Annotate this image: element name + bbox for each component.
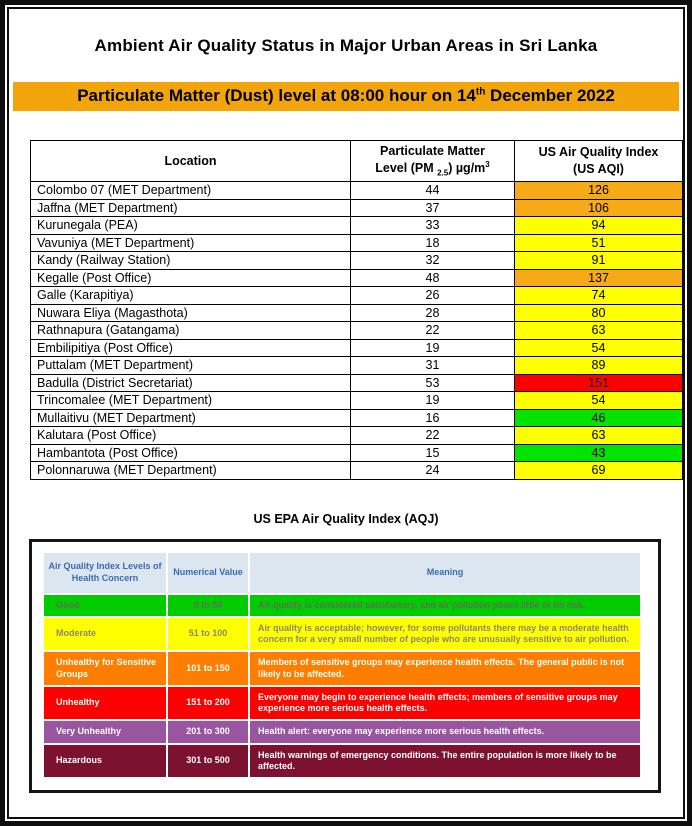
range-cell: 201 to 300 [167,720,249,743]
range-cell: 101 to 150 [167,651,249,686]
aqi-value-cell: 126 [515,182,683,200]
subtitle-banner [13,82,679,111]
level-cell: Moderate [43,617,167,652]
pm-value-cell: 16 [351,409,515,427]
location-cell: Mullaitivu (MET Department) [31,409,351,427]
location-column-header: Location [31,141,351,182]
aqi-value-cell: 51 [515,234,683,252]
legend-row [43,651,641,686]
pm-value-cell: 22 [351,427,515,445]
banner-text: Particulate Matter (Dust) level at 08:00 hour on 14 [77,86,476,105]
location-cell: Polonnaruwa (MET Department) [31,462,351,480]
pm-value-cell: 37 [351,199,515,217]
table-row [31,252,683,270]
range-cell: 301 to 500 [167,744,249,779]
legend-table-body [43,594,641,779]
pm-value-cell: 33 [351,217,515,235]
location-cell: Embilipitiya (Post Office) [31,339,351,357]
location-cell: Kurunegala (PEA) [31,217,351,235]
table-row [31,217,683,235]
aqi-value-cell: 137 [515,269,683,287]
location-cell: Rathnapura (Gatangama) [31,322,351,340]
level-cell: Good [43,594,167,617]
aqi-column-header: US Air Quality Index (US AQI) [515,141,683,182]
location-cell: Nuwara Eliya (Magasthota) [31,304,351,322]
pm-value-cell: 19 [351,392,515,410]
table-row [31,374,683,392]
range-cell: 51 to 100 [167,617,249,652]
pm-value-cell: 44 [351,182,515,200]
level-cell: Unhealthy [43,686,167,721]
aqi-table [30,140,683,480]
aqi-value-cell: 63 [515,322,683,340]
aqi-value-cell: 151 [515,374,683,392]
location-cell: Vavuniya (MET Department) [31,234,351,252]
legend-header-row [43,552,641,594]
table-row [31,287,683,305]
pm-value-cell: 18 [351,234,515,252]
level-cell: Hazardous [43,744,167,779]
location-cell: Trincomalee (MET Department) [31,392,351,410]
page-inner-frame [7,7,685,819]
location-cell: Colombo 07 (MET Department) [31,182,351,200]
aqi-value-cell: 106 [515,199,683,217]
legend-title: US EPA Air Quality Index (AQJ) [253,511,439,526]
aqi-value-cell: 80 [515,304,683,322]
legend-row [43,686,641,721]
table-row [31,304,683,322]
table-row [31,199,683,217]
location-cell: Puttalam (MET Department) [31,357,351,375]
location-cell: Jaffna (MET Department) [31,199,351,217]
legend-row [43,720,641,743]
pm-value-cell: 31 [351,357,515,375]
meaning-cell: Air quality is acceptable; however, for some pollutants there may be a moderate health concern for a very small number of people who are unusually sensitive to air pollution. [249,617,641,652]
table-row [31,427,683,445]
location-cell: Kalutara (Post Office) [31,427,351,445]
aqi-table-header-row [31,141,683,182]
table-row [31,322,683,340]
banner-superscript: th [475,86,486,98]
meaning-cell: Everyone may begin to experience health effects; members of sensitive groups may experience more serious health effects. [249,686,641,721]
location-cell: Kegalle (Post Office) [31,269,351,287]
pm-value-cell: 53 [351,374,515,392]
legend-header-level: Air Quality Index Levels of Health Concern [43,552,167,594]
table-row [31,182,683,200]
legend-row [43,744,641,779]
table-row [31,392,683,410]
pm-value-cell: 28 [351,304,515,322]
aqi-value-cell: 74 [515,287,683,305]
legend-row [43,594,641,617]
table-row [31,444,683,462]
aqi-value-cell: 54 [515,339,683,357]
banner-text-suffix: December 2022 [485,86,615,105]
table-row [31,409,683,427]
aqi-value-cell: 89 [515,357,683,375]
aqi-value-cell: 63 [515,427,683,445]
legend-row [43,617,641,652]
meaning-cell: Health alert: everyone may experience more serious health effects. [249,720,641,743]
pm-value-cell: 15 [351,444,515,462]
legend-header-meaning: Meaning [249,552,641,594]
range-cell: 151 to 200 [167,686,249,721]
table-row [31,234,683,252]
aqi-value-cell: 54 [515,392,683,410]
pm-value-cell: 19 [351,339,515,357]
legend-header-value: Numerical Value [167,552,249,594]
table-row [31,462,683,480]
legend-table [42,551,642,780]
table-row [31,357,683,375]
aqi-table-body [31,182,683,480]
pm-column-header: Particulate Matter Level (PM $_{2.5}$) $\mu g/m^3$ [351,141,515,182]
pm-value-cell: 26 [351,287,515,305]
meaning-cell: Health warnings of emergency conditions. The entire population is more likely to be affected. [249,744,641,779]
aqi-value-cell: 91 [515,252,683,270]
level-cell: Unhealthy for Sensitive Groups [43,651,167,686]
aqi-value-cell: 94 [515,217,683,235]
pm-value-cell: 24 [351,462,515,480]
legend-box [29,539,661,794]
range-cell: 0 to 50 [167,594,249,617]
location-cell: Badulla (District Secretariat) [31,374,351,392]
location-cell: Galle (Karapitiya) [31,287,351,305]
location-cell: Kandy (Railway Station) [31,252,351,270]
location-cell: Hambantota (Post Office) [31,444,351,462]
meaning-cell: Members of sensitive groups may experience health effects. The general public is not likely to be affected. [249,651,641,686]
aqi-value-cell: 46 [515,409,683,427]
page-title: Ambient Air Quality Status in Major Urban Areas in Sri Lanka [94,36,598,55]
pm-value-cell: 32 [351,252,515,270]
meaning-cell: Air quality is considered satisfactory, and air pollution poses little or no risk. [249,594,641,617]
table-row [31,339,683,357]
aqi-value-cell: 43 [515,444,683,462]
pm-value-cell: 48 [351,269,515,287]
aqi-value-cell: 69 [515,462,683,480]
pm-value-cell: 22 [351,322,515,340]
table-row [31,269,683,287]
level-cell: Very Unhealthy [43,720,167,743]
